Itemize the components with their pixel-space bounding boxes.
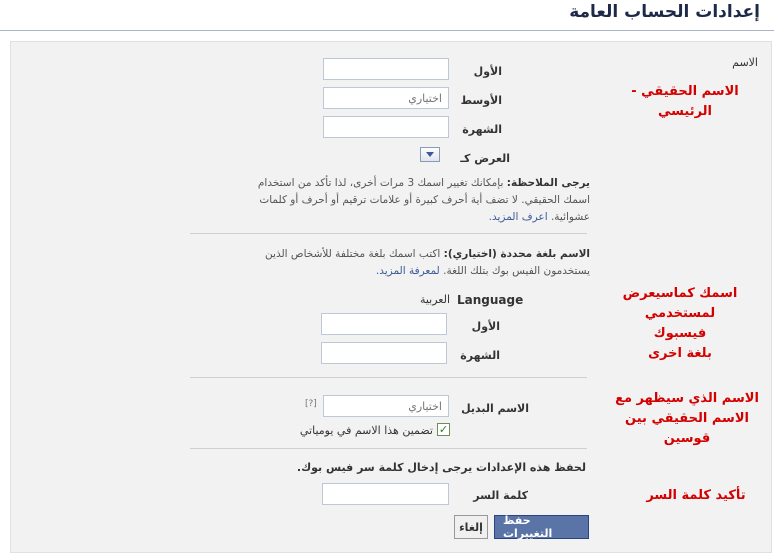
alternate-name-label: الاسم البديل bbox=[461, 402, 529, 415]
include-in-timeline-label: تضمين هذا الاسم في يومياتي bbox=[299, 424, 433, 437]
title-divider bbox=[0, 30, 774, 31]
middle-name-input[interactable] bbox=[323, 87, 449, 109]
annotation-alternate-name bbox=[608, 389, 766, 449]
annotation-alternate-line2: الاسم الحقيقي بين قوسين bbox=[625, 411, 749, 446]
note-bold-prefix: يرجى الملاحظة: bbox=[506, 177, 590, 189]
first-name-input[interactable] bbox=[323, 58, 449, 80]
language-label: Language bbox=[457, 293, 524, 307]
alternate-name-input[interactable] bbox=[323, 395, 449, 417]
last-name-label: الشهرة bbox=[462, 123, 502, 136]
password-label: كلمة السر bbox=[473, 489, 528, 502]
annotation-language-line2: لمستخدمي فيسبوك bbox=[644, 306, 716, 341]
last-name-input[interactable] bbox=[323, 116, 449, 138]
language-first-label: الأول bbox=[471, 320, 500, 333]
annotation-real-name: الاسم الحقيقي - الرئيسي bbox=[631, 84, 739, 119]
language-first-input[interactable] bbox=[321, 313, 447, 335]
language-last-input[interactable] bbox=[321, 342, 447, 364]
annotation-language-line1: اسمك كماسيعرض bbox=[622, 286, 738, 301]
help-icon[interactable]: [?] bbox=[305, 399, 317, 409]
note-line1: بإمكانك تغيير اسمك 3 مرات أخرى، لذا تأكد من استخدام bbox=[257, 177, 504, 189]
language-value: العربية bbox=[419, 293, 450, 306]
annotation-alternate-line1: الاسم الذي سيظهر مع bbox=[615, 391, 759, 406]
name-section-label: الاسم bbox=[732, 56, 758, 69]
language-heading-line1: اكتب اسمك بلغة مختلفة للأشخاص الذين bbox=[265, 248, 441, 260]
cancel-button[interactable]: إلغاء bbox=[454, 515, 488, 539]
divider-2 bbox=[190, 377, 587, 378]
language-heading-line2: يستخدمون الفيس بوك بتلك اللغة. bbox=[443, 265, 590, 277]
password-instruction: لحفظ هذه الإعدادات يرجى إدخال كلمة سر فيس بوك. bbox=[296, 461, 586, 474]
middle-name-label: الأوسط bbox=[460, 94, 502, 107]
divider-1 bbox=[190, 233, 587, 234]
name-note bbox=[190, 175, 590, 226]
learn-more-link[interactable]: اعرف المزيد. bbox=[488, 211, 548, 223]
note-line2: اسمك الحقيقي. لا تضف أية أحرف كبيرة أو علامات ترقيم أو أحرف أو كلمات bbox=[259, 194, 590, 206]
save-changes-button[interactable]: حفظ التغييرات bbox=[494, 515, 589, 539]
note-line3: عشوائية. bbox=[550, 211, 590, 223]
include-in-timeline-checkbox[interactable]: ✓ bbox=[438, 423, 449, 436]
display-as-label: العرض كـ bbox=[460, 152, 510, 165]
language-learn-more-link[interactable]: لمعرفة المزيد. bbox=[375, 265, 440, 277]
annotation-language bbox=[620, 284, 740, 364]
language-last-label: الشهرة bbox=[460, 349, 500, 362]
annotation-language-line3: بلغة اخرى bbox=[648, 346, 712, 361]
first-name-label: الأول bbox=[473, 65, 502, 78]
divider-3 bbox=[190, 448, 587, 449]
chevron-down-icon bbox=[426, 152, 434, 157]
language-heading-bold: الاسم بلغة محددة (اختياري): bbox=[443, 248, 590, 260]
annotation-password: تأكيد كلمة السر bbox=[646, 488, 746, 503]
language-note bbox=[190, 246, 590, 280]
page-title: إعدادات الحساب العامة bbox=[569, 2, 760, 22]
display-as-dropdown[interactable] bbox=[420, 147, 440, 162]
password-input[interactable] bbox=[322, 483, 449, 505]
